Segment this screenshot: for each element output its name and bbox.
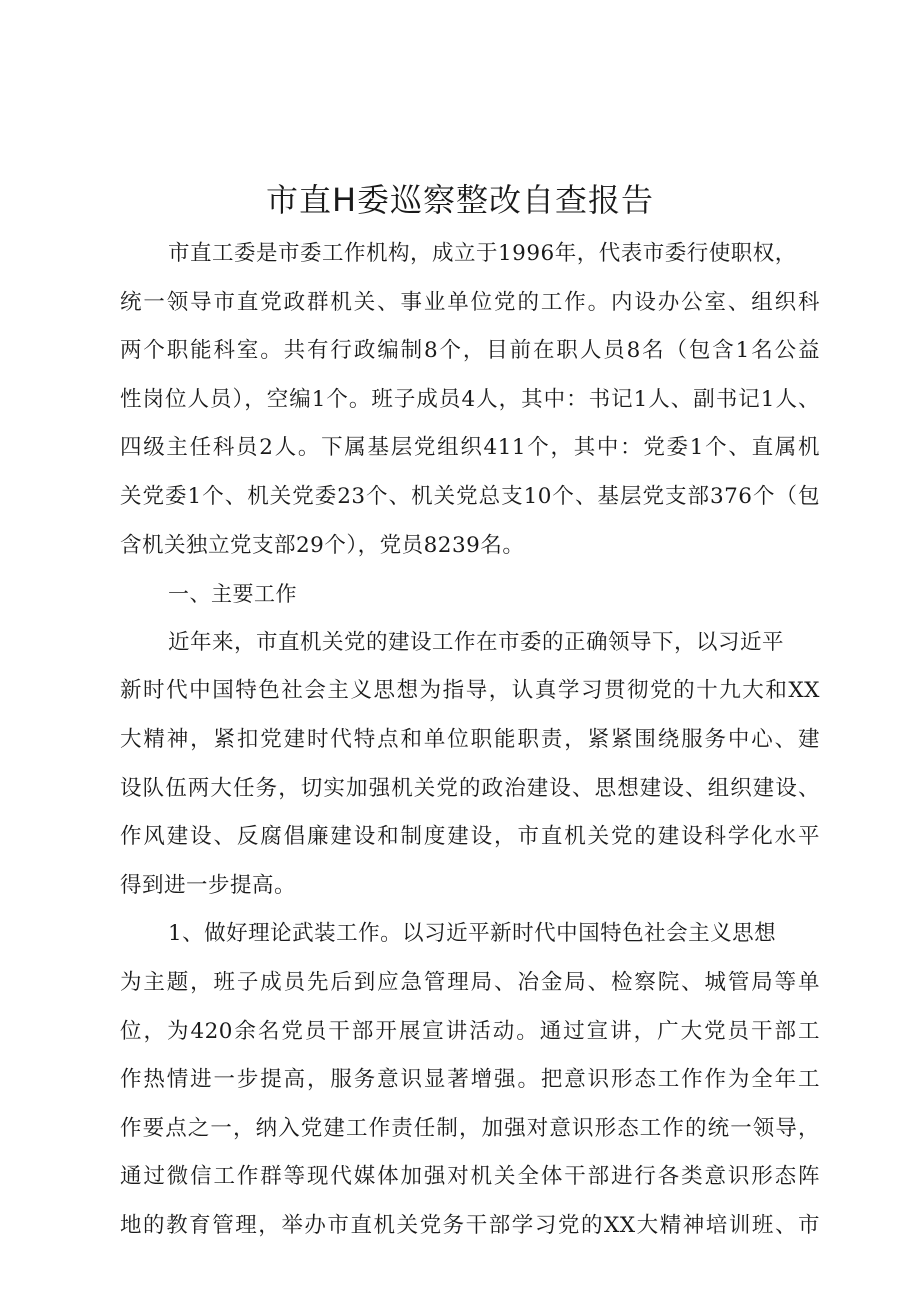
paragraph-line: 性岗位人员），空编1个。班子成员4人，其中：书记1人、副书记1人、	[120, 386, 820, 412]
paragraph-line: 位，为420余名党员干部开展宣讲活动。通过宣讲，广大党员干部工	[120, 1018, 820, 1044]
paragraph-line: 作要点之一，纳入党建工作责任制，加强对意识形态工作的统一领导，	[120, 1115, 820, 1141]
paragraph-line: 为主题，班子成员先后到应急管理局、冶金局、检察院、城管局等单	[120, 969, 820, 995]
paragraph-line: 作风建设、反腐倡廉建设和制度建设，市直机关党的建设科学化水平	[120, 824, 820, 850]
document-body	[120, 230, 820, 1250]
paragraph-line: 得到进一步提高。	[120, 872, 297, 898]
paragraph-line: 作热情进一步提高，服务意识显著增强。把意识形态工作作为全年工	[120, 1067, 820, 1093]
paragraph-line: 统一领导市直党政群机关、事业单位党的工作。内设办公室、组织科	[120, 289, 820, 315]
paragraph-line: 关党委1个、机关党委23个、机关党总支10个、基层党支部376个（包	[120, 483, 820, 509]
paragraph-line: 大精神，紧扣党建时代特点和单位职能职责，紧紧围绕服务中心、建	[120, 726, 820, 752]
paragraph-line: 近年来，市直机关党的建设工作在市委的正确领导下，以习近平	[168, 629, 785, 655]
section-heading: 一、主要工作	[168, 582, 297, 607]
paragraph-line: 新时代中国特色社会主义思想为指导，认真学习贯彻党的十九大和XX	[120, 678, 820, 704]
paragraph-line: 市直工委是市委工作机构，成立于1996年，代表市委行使职权，	[168, 241, 797, 266]
paragraph-line: 四级主任科员2人。下属基层党组织411个，其中：党委1个、直属机	[120, 435, 820, 461]
paragraph-line: 地的教育管理，举办市直机关党务干部学习党的XX大精神培训班、市	[120, 1212, 820, 1238]
paragraph-line: 两个职能科室。共有行政编制8个，目前在职人员8名（包含1名公益	[120, 338, 820, 364]
paragraph-line: 1、做好理论武装工作。以习近平新时代中国特色社会主义思想	[168, 921, 777, 947]
paragraph-line: 通过微信工作群等现代媒体加强对机关全体干部进行各类意识形态阵	[120, 1164, 820, 1190]
document-title: 市直H委巡察整改自查报告	[265, 181, 655, 219]
paragraph-line: 设队伍两大任务，切实加强机关党的政治建设、思想建设、组织建设、	[120, 775, 820, 801]
paragraph-line: 含机关独立党支部29个），党员8239名。	[120, 532, 525, 558]
